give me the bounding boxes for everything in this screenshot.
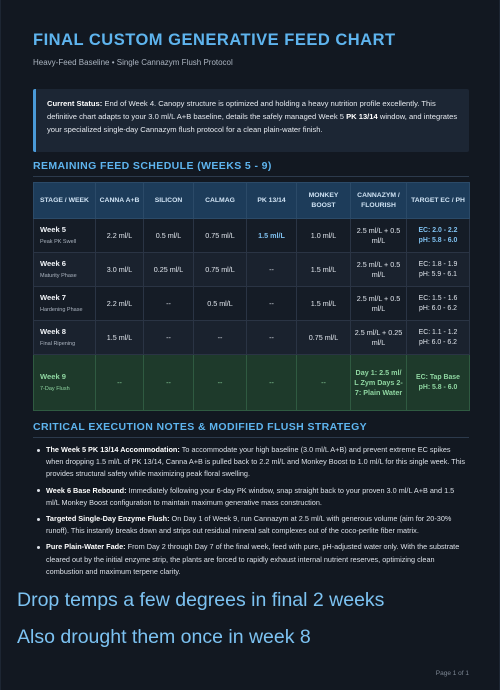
cannazym-cell: 2.5 ml/L + 0.5 ml/L <box>351 287 407 321</box>
table-header-row <box>34 183 470 219</box>
table-row-flush <box>34 355 470 411</box>
pk-cell: -- <box>247 253 297 287</box>
col-header-stage: STAGE / WEEK <box>34 183 96 219</box>
calmag-cell: 0.75 ml/L <box>194 219 247 253</box>
current-status-callout <box>33 89 469 152</box>
calmag-cell: -- <box>194 355 247 411</box>
canna-cell: -- <box>96 355 144 411</box>
canna-cell: 1.5 ml/L <box>96 321 144 355</box>
col-header-canna: CANNA A+B <box>96 183 144 219</box>
table-row <box>34 253 470 287</box>
col-header-pk: PK 13/14 <box>247 183 297 219</box>
cannazym-cell: 2.5 ml/L + 0.5 ml/L <box>351 219 407 253</box>
target-cell: EC: 2.0 - 2.2 pH: 5.8 - 6.0 <box>407 219 470 253</box>
status-pk-highlight: PK 13/14 <box>346 112 378 121</box>
notes-heading-rule <box>33 437 469 438</box>
target-cell: EC: 1.8 - 1.9 pH: 5.9 - 6.1 <box>407 253 470 287</box>
canna-cell: 2.2 ml/L <box>96 287 144 321</box>
monkey-cell: 1.5 ml/L <box>297 287 351 321</box>
cannazym-cell: Day 1: 2.5 ml/ L Zym Days 2-7: Plain Water <box>351 355 407 411</box>
monkey-cell: -- <box>297 355 351 411</box>
pk-cell: -- <box>247 287 297 321</box>
stage-cell: Week 9 7-Day Flush <box>34 355 96 411</box>
stage-cell: Week 7 Hardening Phase <box>34 287 96 321</box>
silicon-cell: -- <box>144 355 194 411</box>
silicon-cell: 0.5 ml/L <box>144 219 194 253</box>
table-row <box>34 287 470 321</box>
silicon-cell: -- <box>144 287 194 321</box>
target-cell: EC: Tap Base pH: 5.8 - 6.0 <box>407 355 470 411</box>
list-item: Targeted Single-Day Enzyme Flush: On Day 1 of Week 9, run Cannazym at 2.5 ml/L with generous volume (aim for 20-30% runoff). This instantly breaks down and strips out residual mineral salt complexes out of the coco-perlite fiber matrix. <box>37 513 467 537</box>
col-header-silicon: SILICON <box>144 183 194 219</box>
feed-schedule-table <box>33 182 470 411</box>
calmag-cell: 0.75 ml/L <box>194 253 247 287</box>
pk-cell: -- <box>247 355 297 411</box>
stage-cell: Week 5 Peak PK Swell <box>34 219 96 253</box>
page-title: FINAL CUSTOM GENERATIVE FEED CHART <box>33 31 396 49</box>
monkey-cell: 0.75 ml/L <box>297 321 351 355</box>
pk-cell: -- <box>247 321 297 355</box>
table-row <box>34 321 470 355</box>
col-header-calmag: CALMAG <box>194 183 247 219</box>
stage-cell: Week 6 Maturity Phase <box>34 253 96 287</box>
list-item: Week 6 Base Rebound: Immediately following your 6-day PK window, snap straight back to your proven 3.0 ml/L A+B and 1.5 ml/L Monkey Boost configuration to maintain maximum generative mass construction. <box>37 485 467 509</box>
schedule-heading-rule <box>33 176 469 177</box>
calmag-cell: 0.5 ml/L <box>194 287 247 321</box>
silicon-cell: -- <box>144 321 194 355</box>
col-header-monkey-boost: MONKEY BOOST <box>297 183 351 219</box>
monkey-cell: 1.5 ml/L <box>297 253 351 287</box>
notes-list <box>37 444 467 582</box>
col-header-cannazym: CANNAZYM / FLOURISH <box>351 183 407 219</box>
handwritten-note-temps: Drop temps a few degrees in final 2 weeks <box>17 589 385 611</box>
canna-cell: 2.2 ml/L <box>96 219 144 253</box>
monkey-cell: 1.0 ml/L <box>297 219 351 253</box>
pk-cell: 1.5 ml/L <box>247 219 297 253</box>
canna-cell: 3.0 ml/L <box>96 253 144 287</box>
target-cell: EC: 1.1 - 1.2 pH: 6.0 - 6.2 <box>407 321 470 355</box>
notes-heading: CRITICAL EXECUTION NOTES & MODIFIED FLUSH STRATEGY <box>33 421 368 433</box>
status-text: End of Week 4. Canopy structure is optimized and holding a heavy nutrition profile excellently. This definitive chart adapts to your 3.0 ml/L A+B baseline, details the safely managed Week 5 <box>47 99 436 121</box>
handwritten-note-drought: Also drought them once in week 8 <box>17 626 311 648</box>
page-subtitle: Heavy-Feed Baseline • Single Cannazym Flush Protocol <box>33 58 233 67</box>
target-cell: EC: 1.5 - 1.6 pH: 6.0 - 6.2 <box>407 287 470 321</box>
status-label: Current Status: <box>47 99 103 108</box>
col-header-target: TARGET EC / PH <box>407 183 470 219</box>
table-row <box>34 219 470 253</box>
silicon-cell: 0.25 ml/L <box>144 253 194 287</box>
schedule-heading: REMAINING FEED SCHEDULE (WEEKS 5 - 9) <box>33 160 272 172</box>
calmag-cell: -- <box>194 321 247 355</box>
cannazym-cell: 2.5 ml/L + 0.25 ml/L <box>351 321 407 355</box>
list-item: The Week 5 PK 13/14 Accommodation: To accommodate your high baseline (3.0 ml/L A+B) and prevent extreme EC spikes when dropping 1.5 ml/L of PK 13/14, Canna A+B is pulled back to 2.2 ml/L and Monkey Boost to 1.0 ml/L for this single week. This provides structural safety while maximizing peak floral swelling. <box>37 444 467 481</box>
stage-cell: Week 8 Final Ripening <box>34 321 96 355</box>
page-number: Page 1 of 1 <box>435 670 469 677</box>
list-item: Pure Plain-Water Fade: From Day 2 through Day 7 of the final week, feed with pure, pH-adjusted water only. With the substrate cleared out by the initial enzyme strip, the plants are forced to rapidly exhaust internal nutrient reserves, optimizing clean combustion and maximum terpene clarity. <box>37 541 467 578</box>
cannazym-cell: 2.5 ml/L + 0.5 ml/L <box>351 253 407 287</box>
status-text-end: window, and integrates your specialized single-day Cannazym flush protocol for a clean plain-water finish. <box>47 112 458 134</box>
